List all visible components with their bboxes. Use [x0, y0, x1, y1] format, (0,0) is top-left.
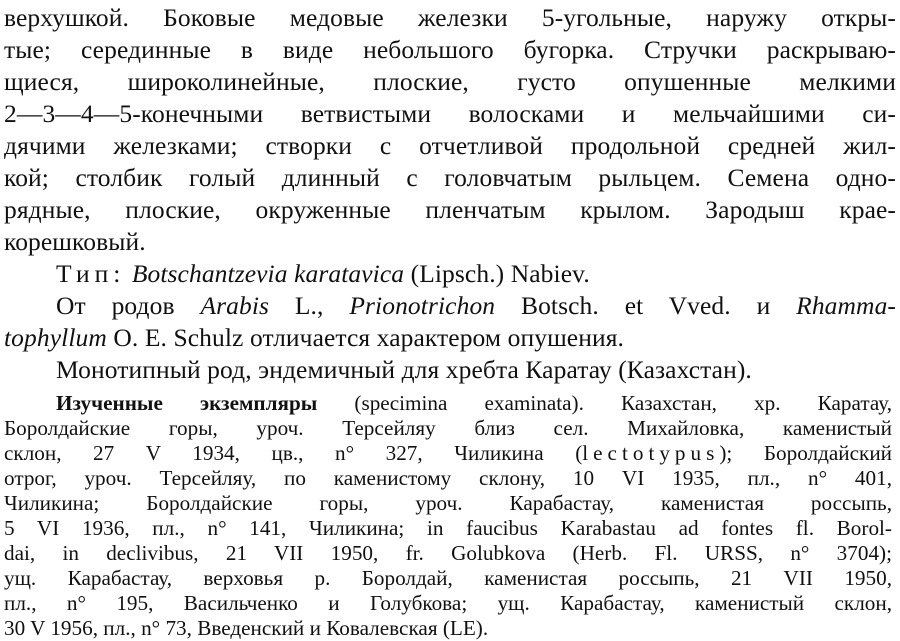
- genus-name: tophyllum: [4, 323, 107, 352]
- specimens-line: 5 VI 1936, пл., n° 141, Чиликина; in faucibus Karabastau ad fontes fl. Borol-: [4, 516, 892, 540]
- specimens-line: Чиликина; Боролдайские горы, уроч. Карабастау, каменистая россыпь,: [4, 491, 892, 515]
- specimens-line: ущ. Карабастау, верховья р. Боролдай, каменистая россыпь, 21 VII 1950,: [4, 566, 892, 590]
- specimens-heading: Изученные экземпляры: [56, 391, 318, 415]
- genus-name: Rhamma-: [796, 291, 897, 320]
- type-species-line: [4, 258, 896, 290]
- description-line: кой; столбик голый длинный с головчатым рыльцем. Семена одно-: [4, 163, 896, 192]
- specimens-line: отрог, уроч. Терсейляу, по каменистому склону, 10 VI 1935, пл., n° 401,: [4, 466, 892, 490]
- comparison-line-2: tophyllum O. E. Schulz отличается характером опушения.: [4, 323, 625, 352]
- comparison-line-1: От родов Arabis L., Prionotrichon Botsch. et Vved. и Rhamma-: [56, 291, 897, 320]
- specimens-line: Боролдайские горы, уроч. Терсейляу близ сел. Михайловка, каменистый: [4, 416, 892, 440]
- type-species-authority: (Lipsch.) Nabiev.: [410, 259, 590, 288]
- type-label: Тип:: [56, 259, 126, 288]
- specimens-line: пл., n° 195, Васильченко и Голубкова; ущ. Карабастау, каменистый склон,: [4, 591, 892, 615]
- description-line: рядные, плоские, окруженные пленчатым крылом. Зародыш крае-: [4, 195, 896, 224]
- specimens-examined: [4, 391, 892, 641]
- specimens-line: Изученные экземпляры (specimina examinata). Казахстан, хр. Каратау,: [56, 391, 892, 415]
- type-species-name: Botschantzevia karatavica: [131, 259, 405, 288]
- description-line: 2—3—4—5-конечными ветвистыми волосками и мельчайшими си-: [4, 99, 896, 128]
- description-line: корешковый.: [4, 227, 146, 256]
- genus-description: [4, 2, 896, 386]
- specimens-line: склон, 27 V 1934, цв., n° 327, Чиликина (lectotypus); Боролдайский: [4, 441, 892, 465]
- specimens-line: dai, in declivibus, 21 VII 1950, fr. Golubkova (Herb. Fl. URSS, n° 3704);: [4, 541, 892, 565]
- genus-name: Prionotrichon: [349, 291, 496, 320]
- lectotypus-label: lectotypus: [582, 441, 720, 465]
- description-line: дячими железками; створки с отчетливой продольной средней жил-: [4, 131, 896, 160]
- description-line: верхушкой. Боковые медовые железки 5-угольные, наружу откры-: [4, 3, 896, 32]
- description-line: тые; серединные в виде небольшого бугорка. Стручки раскрываю-: [4, 35, 896, 64]
- distribution-line: Монотипный род, эндемичный для хребта Каратау (Казахстан).: [56, 355, 752, 384]
- description-line: щиеся, широколинейные, плоские, густо опушенные мелкими: [4, 67, 896, 96]
- specimens-line: 30 V 1956, пл., n° 73, Введенский и Ковалевская (LE).: [4, 616, 489, 640]
- genus-name: Arabis: [200, 291, 270, 320]
